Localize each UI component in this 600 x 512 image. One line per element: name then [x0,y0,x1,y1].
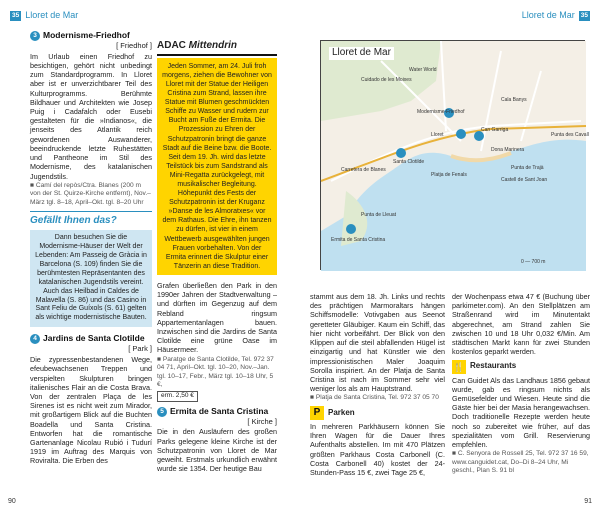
map-label: Punta de Trajà [511,165,544,171]
section-text: Die in den Ausläufern des großen Parks gelegene kleine Kirche ist der Schutzpatronin von Lloret de Mar geweiht. Erstmals urkundlich erwähnt wurde sie 1354. Der heutige Bau [157,427,277,474]
section-text: Die zypressenbestandenen Wege, efeubewachsenen Treppen und verspielten Skulpturen bringen italienisches Flair an die Costa Brava. Von der zentralen Plaça de les Sirenes ist es nicht weit zum Mirador, mit großartigem Blick auf die Buchten Boadella und Santa Cristina. Entworfen hat die romantische Gartenanlage Nicolau Rubió i Tudurí 1919 im Auftrag des Marquis von Roviralta. Die Erben des [30,355,152,466]
map-label: Carretera de Blanes [341,167,386,173]
erm-badge: erm. 2,50 € [157,391,198,401]
map-label: Water World [409,67,437,73]
chapter-badge-right: 35 [579,11,590,21]
map-label: Platja de Fenals [431,172,467,178]
number-badge: 5 [157,407,167,417]
section-title: Ermita de Santa Cristina [170,405,269,416]
section-subtitle: [ Friedhof ] [116,41,152,51]
map-label: Santa Clotilde [393,159,425,165]
section-santa-clotilde [30,333,152,465]
right-header-title: Lloret de Mar [521,10,575,21]
map-label: Punta des Cavall [551,132,589,138]
section-title: Modernisme-Friedhof [43,30,130,40]
map-label: Cuidado de les Moixes [361,77,412,83]
gefaellt-title: Gefällt Ihnen das? [30,211,152,228]
page-number-right: 91 [584,498,592,506]
grafen-info: ■ Paratge de Santa Clotilde, Tel. 972 37 04 71, April–Okt. tgl. 10–20, Nov.–Jan. tgl. 10–17, Febr., März tgl. 10–18 Uhr, 5 €, [157,355,274,389]
adac-title: ADAC Mittendrin [157,40,277,56]
section-title: Jardins de Santa Clotilde [43,333,145,344]
map-label: Castell de Sant Joan [501,177,548,183]
map-label: Punta de Lleuat [361,212,397,218]
city-map [320,40,589,270]
map-label: Lloret [431,132,444,138]
map-label: Cala Banys [501,97,527,103]
section-subtitle: [ Park ] [128,344,152,354]
restaurant-text: Can Guidet Als das Landhaus 1856 gebaut wurde, gab es ringsum nichts als Gemüsefelder und Wiesen. Heute sind die Gäste hier bei der Masia herangewachsen. Doch traditionelle Rezepte werden heute noch so zubereitet wie früher, auf das spezialitäten vom Grill. Reservierung empfehlen. [452,375,590,450]
grafen-text: Grafen überließen den Park in den 1990er Jahren der Stadtverwaltung – und dürften im Gegenzug auf dem Rebland ringsum Appartementanlagen bauen. Inzwischen sind die Jardins de Santa Clotilde eine grüne Oase im Häusermeer. [157,280,277,355]
number-badge: 3 [30,31,40,41]
parken-text-cont: der Wochenpass etwa 47 € (Buchung über parkimeter.com). An den Stellplätzen am Straßenrand wird im Minutentakt abgerechnet, am Strand zahlen Sie zwischen 10 und 18 Uhr 0,032 €/Min. Am städtischen Markt kann für zwei Stunden kostenlos geparkt werden. [452,292,590,357]
right-header [522,10,594,22]
left-header [6,10,78,22]
column-2 [157,40,277,474]
restaurants-title: Restaurants [470,361,517,371]
parken-heading [310,406,355,420]
gefaellt-box: Dann besuchen Sie die Modernisme-Häuser der Welt der Lebenden: Am Passeig de Gràcia in Barcelona (S. 109) finden Sie die berühmtesten Repräsentanten des katalanischen Jugendstils vereint. Auch das Heilbad in Caldes de Malavella (S. 86) und das Casino in Sant Feliu de Guíxols (S. 61) gelten als wichtige modernistische Bauten. [30,230,152,328]
map-label: Modernisme-Friedhof [417,109,465,115]
map-label: Dona Marinera [491,147,525,153]
section-subtitle: [ Kirche ] [247,416,277,426]
map-graphic [321,41,589,271]
chapter-badge-left: 35 [10,11,21,21]
parken-title: Parken [328,407,355,417]
column-4 [452,292,590,476]
map-label: Ermita de Santa Cristina [331,237,386,243]
map-scale: 0 — 700 m [521,259,546,265]
parking-icon: P [310,406,324,420]
map-label: Can Garriga [481,127,509,133]
restaurant-info: ■ C. Senyora de Rossell 25, Tel. 972 37 16 59, www.canguidet.cat, Do–Di 8–24 Uhr, Mi geschl., Plan S. 91 bl [452,450,589,475]
ermita-text-cont: stammt aus dem 18. Jh. Links und rechts des prächtigen Marmoraltars hängen Schiffsmodelle: Votivgaben aus Seenot geretteter Gläubiger. Kaum ein Schiff, das hier nicht vorbeifährt. Der Blick von den Klippen auf die steil abfallenden Hügel ist einzigartig und hat Künstler wie den impressionistischen Maler Joaquim Sorolla inspiriert. An der Platja de Santa Cristina ist nach im Sommer sehr viel weniger los als am Hauptstrand. [310,292,445,394]
ermita-info: ■ Platja de Santa Cristina, Tel. 972 37 05 70 [310,394,439,402]
number-badge: 4 [30,334,40,344]
parken-text: In mehreren Parkhäusern können Sie Ihren Wagen für die Dauer Ihres Aufenthalts abstellen. Im mit 470 Plätzen größten Parkhaus Costa Carbonell (C. Costa Carbonell 40) kostet der 24-Stunden-Pass 15 €, zwei Tage 25 €, [310,421,445,477]
section-text: Im Urlaub einen Friedhof zu besichtigen, gehört nicht unbedingt zum Standardprogramm. In Lloret aber ist er unverzichtbarer Teil des Kulturprogramms. Berühmte Bildhauer und Architekten wie Josep Puig i Cadafalch oder Eusebi gestalteten für die »Indianos«, die jenseits des Atlantik reich gewordenen Auswanderer, beeindruckende letzte Ruhestätten und Pantheone im Stil des Modernisme, des katalanischen Jugendstils. [30,51,152,181]
section-ermita [157,406,277,474]
adac-box: Jeden Sommer, am 24. Juli froh morgens, ziehen die Bewohner von Lloret mit der Statue der Heiligen Cristina zum Strand, lassen ihre Statue mit Blumen geschmückten Schiffe zu Wasser und rudern zur Bucht am Fuße der Ermita. Die Prozession zu Ehren der Schutzpatronin bringt die ganze Stadt auf die Beine bzw. die Boote. Seit dem 19. Jh. wird das letzte Teilstück bis zum Sandstrand als Mini-Regatta zurückgelegt, mit musikalischer Begleitung. Höhepunkt des Fests der Schutzpatronin ist der Kruganz »Danse de les Almoratxes« vor dem Rathaus. Die Ehre, ihn tanzen zu dürfen, ist vier in einem Wettbewerb ausgewählten jungen Frauen vorbehalten. Von der Ermita erinnert die Skulptur einer Tänzerin an diese Tradition. [157,58,277,275]
section-info: ■ Camí del repòs/Ctra. Blanes (200 m von der St. Quirze-Kirche entfernt), Nov.–März tgl. 8–18, April–Okt. tgl. 8–20 Uhr [30,181,151,206]
left-header-title: Lloret de Mar [25,10,79,21]
section-modernisme-friedhof [30,30,152,207]
column-1 [30,30,152,466]
column-3 [310,292,445,477]
restaurants-heading [452,360,516,374]
map-title: Lloret de Mar [329,47,394,60]
page-number-left: 90 [8,498,16,506]
fork-knife-icon: 🍴 [453,361,465,372]
